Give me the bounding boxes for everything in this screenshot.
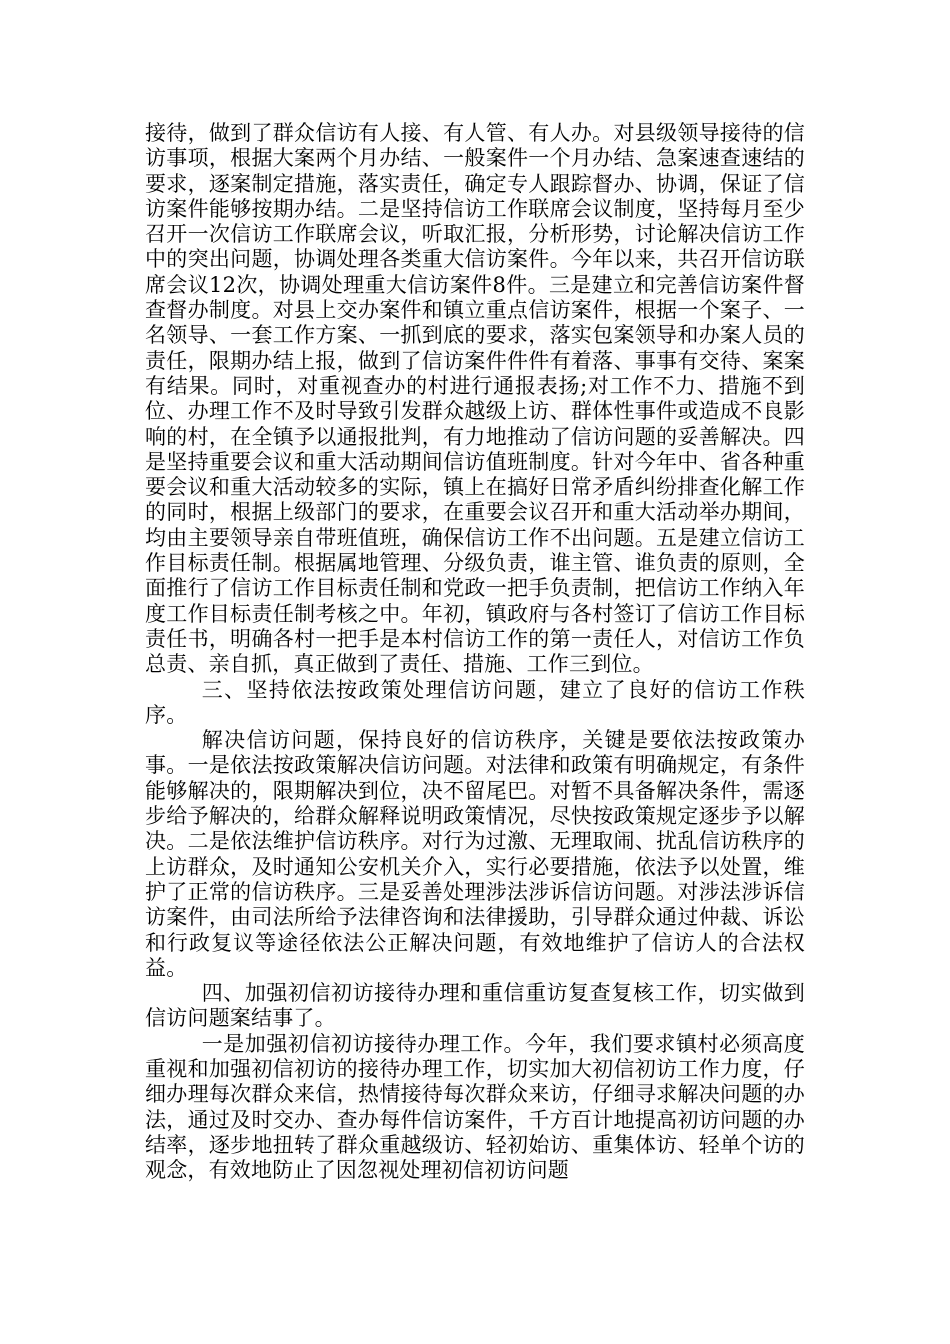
paragraph-3: 一是加强初信初访接待办理工作。今年，我们要求镇村必须高度重视和加强初信初访的接待办理工作，切实加大初信初访工作力度，仔细办理每次群众来信，热情接待每次群众来访，仔细寻求解决问题的办法，通过及时交办、查办每件信访案件，千方百计地提高初访问题的办结率，逐步地扭转了群众重越级访、轻初始访、重集体访、轻单个访的观念，有效地防止了因忽视处理初信初访问题	[145, 1031, 805, 1183]
paragraph-2: 解决信访问题，保持良好的信访秩序，关键是要依法按政策办事。一是依法按政策解决信访问题。对法律和政策有明确规定，有条件能够解决的，限期解决到位，决不留尾巴。对暂不具备解决条件，需逐步给予解决的，给群众解释说明政策情况，尽快按政策规定逐步予以解决。二是依法维护信访秩序。对行为过激、无理取闹、扰乱信访秩序的上访群众，及时通知公安机关介入，实行必要措施，依法予以处置，维护了正常的信访秩序。三是妥善处理涉法涉诉信访问题。对涉法涉诉信访案件，由司法所给予法律咨询和法律援助，引导群众通过仲裁、诉讼和行政复议等途径依法公正解决问题，有效地维护了信访人的合法权益。	[145, 728, 805, 980]
section-heading-4: 四、加强初信初访接待办理和重信重访复查复核工作，切实做到信访问题案结事了。	[145, 981, 805, 1031]
document-body	[145, 121, 805, 1183]
paragraph-1: 接待，做到了群众信访有人接、有人管、有人办。对县级领导接待的信访事项，根据大案两个月办结、一般案件一个月办结、急案速查速结的要求，逐案制定措施，落实责任，确定专人跟踪督办、协调，保证了信访案件能够按期办结。二是坚持信访工作联席会议制度，坚持每月至少召开一次信访工作联席会议，听取汇报，分析形势，讨论解决信访工作中的突出问题，协调处理各类重大信访案件。今年以来，共召开信访联席会议12次，协调处理重大信访案件8件。三是建立和完善信访案件督查督办制度。对县上交办案件和镇立重点信访案件，根据一个案子、一名领导、一套工作方案、一抓到底的要求，落实包案领导和办案人员的责任，限期办结上报，做到了信访案件件件有着落、事事有交待、案案有结果。同时，对重视查办的村进行通报表扬;对工作不力、措施不到位、办理工作不及时导致引发群众越级上访、群体性事件或造成不良影响的村，在全镇予以通报批判，有力地推动了信访问题的妥善解决。四是坚持重要会议和重大活动期间信访值班制度。针对今年中、省各种重要会议和重大活动较多的实际，镇上在搞好日常矛盾纠纷排查化解工作的同时，根据上级部门的要求，在重要会议召开和重大活动举办期间，均由主要领导亲自带班值班，确保信访工作不出问题。五是建立信访工作目标责任制。根据属地管理、分级负责，谁主管、谁负责的原则，全面推行了信访工作目标责任制和党政一把手负责制，把信访工作纳入年度工作目标责任制考核之中。年初，镇政府与各村签订了信访工作目标责任书，明确各村一把手是本村信访工作的第一责任人，对信访工作负总责、亲自抓，真正做到了责任、措施、工作三到位。	[145, 121, 805, 677]
section-heading-3: 三、坚持依法按政策处理信访问题，建立了良好的信访工作秩序。	[145, 677, 805, 727]
